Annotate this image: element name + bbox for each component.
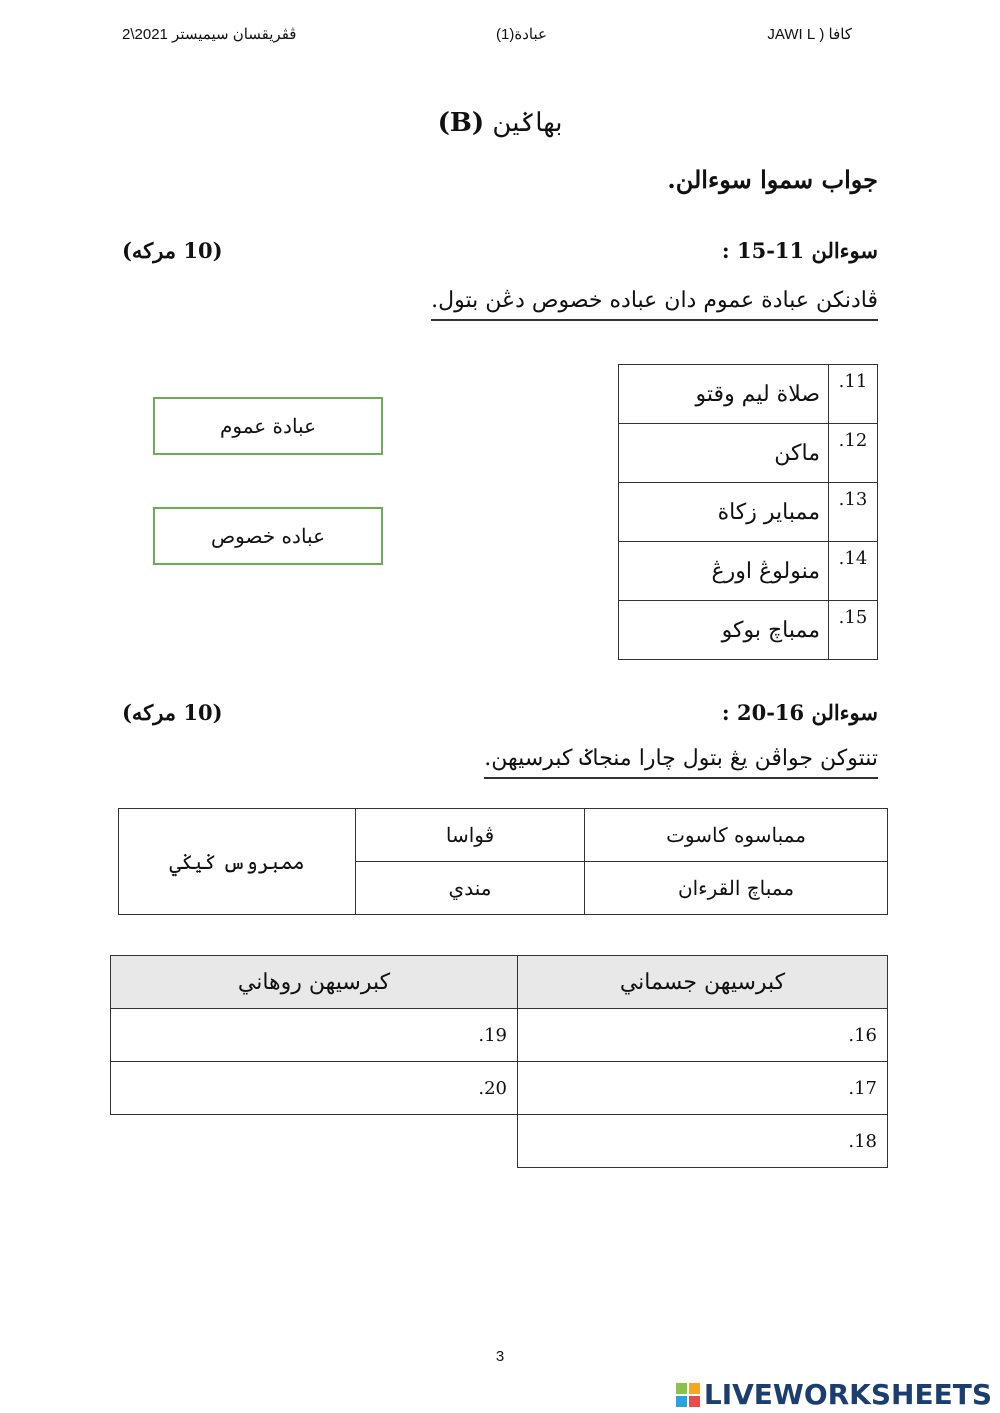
- q1-item-row[interactable]: [619, 483, 878, 542]
- header-subject: عبادة(1): [496, 26, 547, 43]
- q1-marks: (10 مركه): [122, 238, 223, 263]
- q1-item-number: 12.: [829, 424, 878, 483]
- q1-item-row[interactable]: [619, 424, 878, 483]
- word-bank-cell: ممباسوه كاسوت: [585, 809, 888, 862]
- word-bank-cell: مندي: [356, 862, 585, 915]
- liveworksheets-brand: LIVEWORKSHEETS: [703, 1378, 992, 1411]
- q1-item-row[interactable]: [619, 601, 878, 660]
- section-label: بهاݢين: [492, 108, 563, 138]
- answer-slot-18[interactable]: 18.: [518, 1115, 888, 1168]
- target-ibadah-khusus[interactable]: عباده خصوص: [153, 507, 383, 565]
- spiritual-header: كبرسيهن روهاني: [111, 956, 518, 1009]
- header-exam: ڤڤريقسان سيميستر 2021\2: [122, 26, 297, 43]
- liveworksheets-logo: [676, 1378, 992, 1411]
- answer-slot-16[interactable]: 16.: [518, 1009, 888, 1062]
- q1-label: سوءالن 11-15 :: [721, 238, 878, 263]
- word-bank-table: [118, 808, 888, 915]
- q1-item-text[interactable]: ممباير زكاة: [619, 483, 829, 542]
- q1-item-text[interactable]: ماكن: [619, 424, 829, 483]
- liveworksheets-logo-icon: [676, 1383, 700, 1407]
- q1-instruction: ڤادنكن عبادة عموم دان عباده خصوص دڠن بتول.: [431, 288, 878, 321]
- q1-item-text[interactable]: ممباچ بوكو: [619, 601, 829, 660]
- word-bank-cell: ڤواسا: [356, 809, 585, 862]
- section-title: [0, 108, 1000, 138]
- q2-label: سوءالن 16-20 :: [721, 700, 878, 725]
- q1-item-number: 14.: [829, 542, 878, 601]
- header-class: كافا ( JAWI L: [767, 26, 852, 43]
- q1-item-row[interactable]: [619, 365, 878, 424]
- q2-marks: (10 مركه): [122, 700, 223, 725]
- q1-items-table: [618, 364, 878, 660]
- word-bank-cell: ممباچ القرءان: [585, 862, 888, 915]
- answer-slot-17[interactable]: 17.: [518, 1062, 888, 1115]
- q1-item-text[interactable]: منولوڠ اورڠ: [619, 542, 829, 601]
- q1-item-number: 11.: [829, 365, 878, 424]
- page-number: 3: [495, 1348, 505, 1365]
- word-bank-cell: ممبروس ݢيݢي: [119, 809, 356, 915]
- physical-answer-table: [517, 955, 888, 1168]
- answer-slot-20[interactable]: 20.: [111, 1062, 518, 1115]
- main-instruction: جواب سموا سوءالن.: [667, 165, 878, 194]
- section-letter: (B): [437, 108, 485, 138]
- q1-item-number: 13.: [829, 483, 878, 542]
- q1-item-text[interactable]: صلاة ليم وقتو: [619, 365, 829, 424]
- q2-instruction: تنتوكن جواڤن يڠ بتول چارا منجاݢ كبرسيهن.: [484, 746, 878, 779]
- answer-slot-19[interactable]: 19.: [111, 1009, 518, 1062]
- q1-item-row[interactable]: [619, 542, 878, 601]
- spiritual-answer-table: [110, 955, 518, 1115]
- physical-header: كبرسيهن جسماني: [518, 956, 888, 1009]
- q1-item-number: 15.: [829, 601, 878, 660]
- target-ibadah-umum[interactable]: عبادة عموم: [153, 397, 383, 455]
